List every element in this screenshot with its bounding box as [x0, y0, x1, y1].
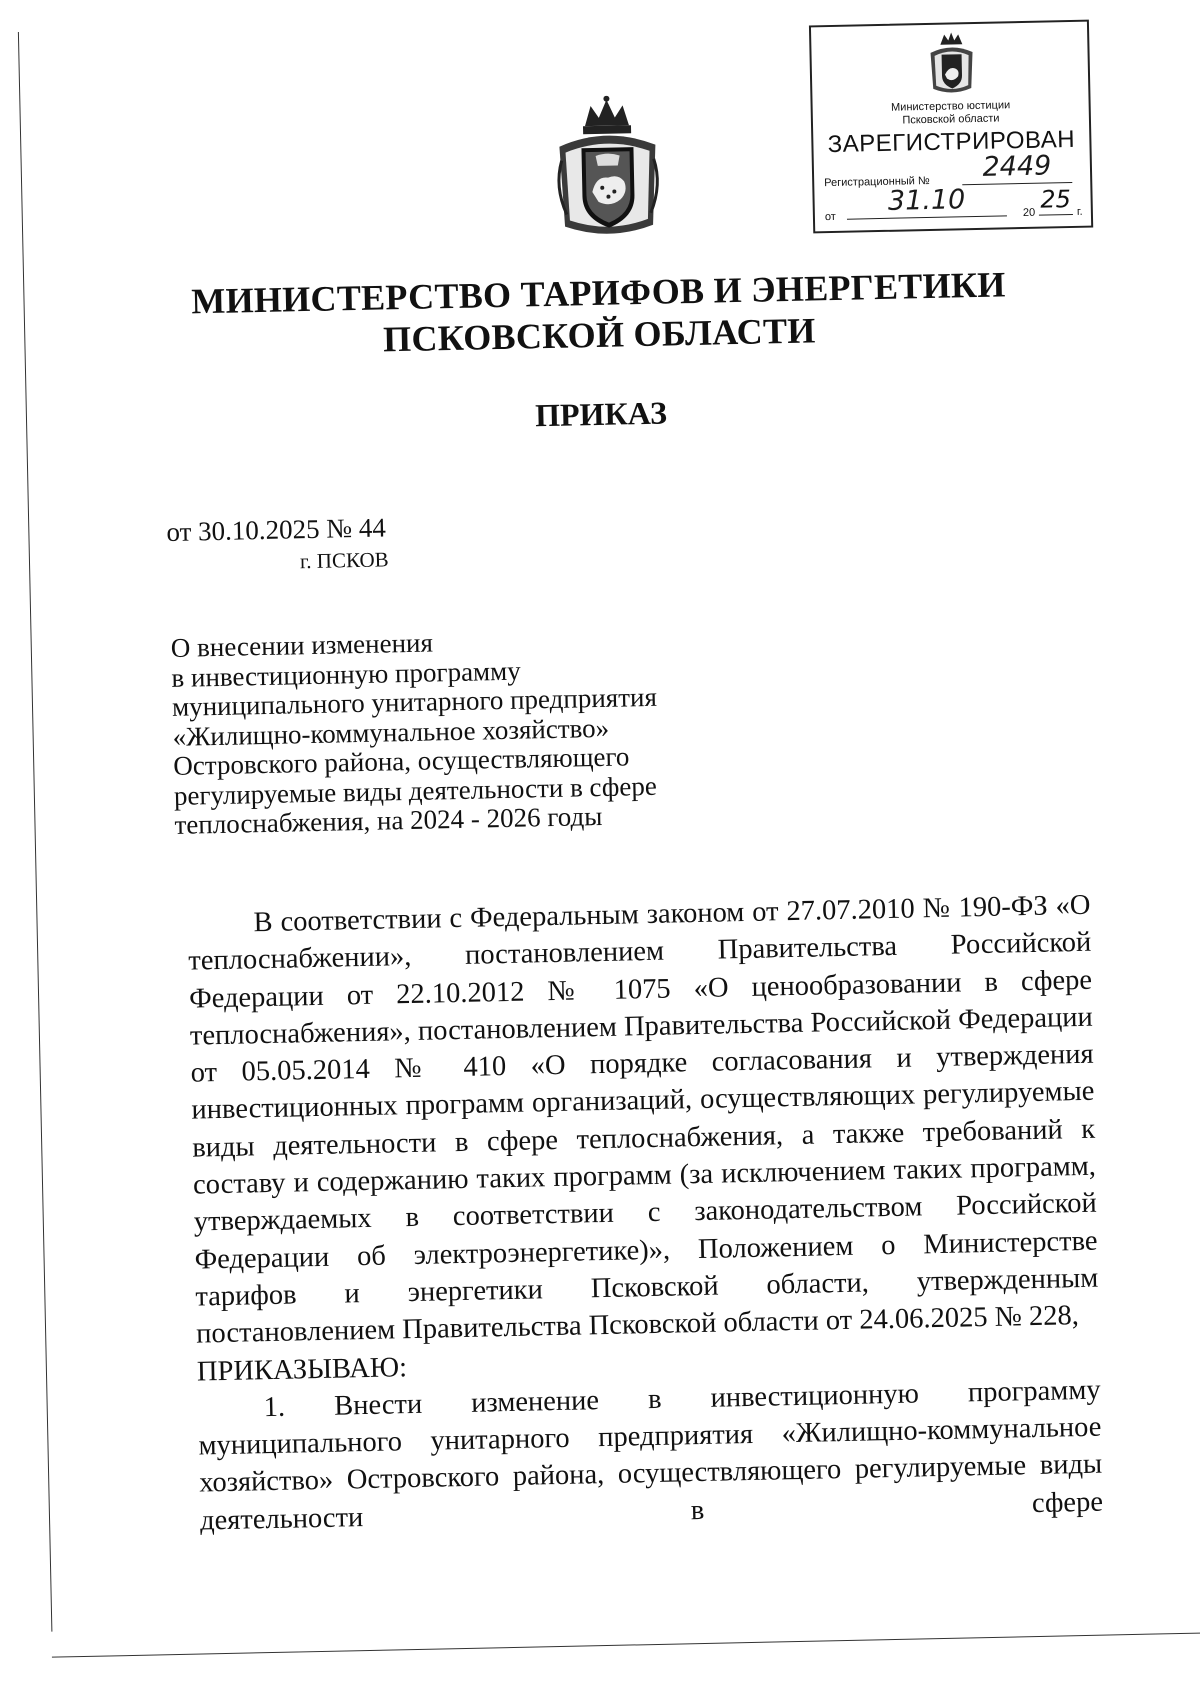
- subject-line: регулируемые виды деятельности в сфере: [173, 770, 658, 811]
- subject-line: теплоснабжения, на 2024 - 2026 годы: [174, 800, 603, 840]
- stamp-organization-line2: Псковской области: [902, 112, 1000, 127]
- subject-line: «Жилищно-коммунальное хозяйство»: [172, 712, 610, 752]
- ministry-title-line2: ПСКОВСКОЙ ОБЛАСТИ: [382, 310, 816, 360]
- stamp-year-suffix: г.: [1076, 205, 1083, 218]
- stamp-status: ЗАРЕГИСТРИРОВАН: [827, 125, 1076, 159]
- stamp-organization: [813, 98, 1089, 130]
- subject-line: О внесении изменения: [170, 627, 434, 663]
- stamp-organization-line1: Министерство юстиции: [890, 99, 1011, 114]
- subject-line: Островского района, осуществляющего: [172, 741, 630, 781]
- body-order-word: ПРИКАЗЫВАЮ:: [196, 1351, 408, 1388]
- stamp-year-value: 25: [1038, 184, 1073, 216]
- ministry-title-line1: МИНИСТЕРСТВО ТАРИФОВ И ЭНЕРГЕТИКИ: [190, 264, 1007, 322]
- coat-of-arms-emblem: [550, 95, 665, 243]
- body-preamble: В соответствии с Федеральным законом от 27.07.2010 № 190-ФЗ «О теплоснабжении», постановлением Правительства Российской Федерации от 22.10.2012 № 1075 «О ценообразовании в сфере теплоснабжения», постановлением Правительства Российской Федерации от 05.05.2014 № 410 «О порядке согласования и утверждения инвестиционных программ организаций, осуществляющих регулируемые виды деятельности в сфере теплоснабжения, а также требований к составу и содержанию таких программ (за исключением таких программ, утверждаемых в соответствии с законодательством Российской Федерации об электроэнергетике)», Положением о Министерстве тарифов и энергетики Псковской области, утвержденным постановлением Правительства Псковской области от 24.06.2025 № 228,: [188, 889, 1099, 1350]
- stamp-reg-number: 2449: [962, 150, 1073, 185]
- registration-stamp: [809, 20, 1093, 234]
- body-item-1: 1. Внести изменение в инвестиционную программу муниципального унитарного предприятия «Жилищно-коммунальное хозяйство» Островского района, осуществляющего регулируемые виды деятельности в сфере: [198, 1374, 1104, 1537]
- scan-edge-left: [18, 32, 53, 1632]
- stamp-date-value: 31.10: [846, 183, 1007, 219]
- document-type: ПРИКАЗ: [534, 394, 668, 434]
- stamp-year-prefix: 20: [1022, 206, 1036, 220]
- document-city: г. ПСКОВ: [299, 547, 389, 574]
- stamp-date-prefix: от: [824, 210, 836, 224]
- subject-line: в инвестиционную программу: [171, 655, 521, 693]
- subject-line: муниципального унитарного предприятия: [171, 681, 658, 722]
- document-date-number: от 30.10.2025 № 44: [166, 512, 387, 548]
- document-subject: [171, 623, 715, 841]
- stamp-emblem: [926, 30, 977, 97]
- document-body: [187, 887, 1103, 1540]
- scan-edge-bottom: [52, 1632, 1200, 1657]
- stamp-reg-label: Регистрационный №: [824, 174, 930, 190]
